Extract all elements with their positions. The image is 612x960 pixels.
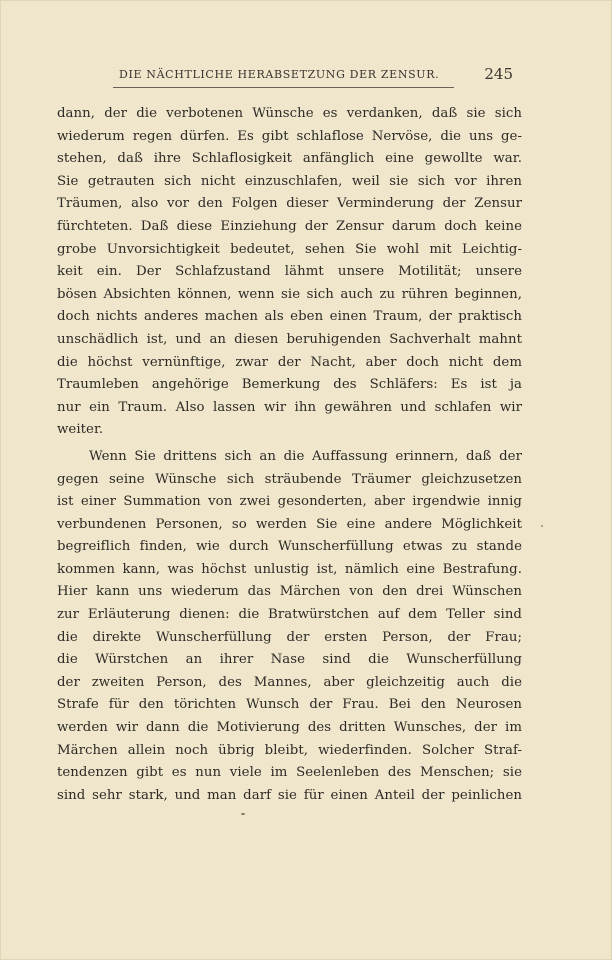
text-line: tendenzen gibt es nun viele im Seelenleben des Menschen; sie: [57, 765, 522, 781]
text-line: Hier kann uns wiederum das Märchen von den drei Wünschen: [57, 584, 522, 600]
text-line-paragraph-end: weiter.: [57, 422, 104, 438]
text-line: unschädlich ist, und an diesen beruhigenden Sachverhalt mahnt: [57, 331, 522, 347]
text-line: Märchen allein noch übrig bleibt, wiederfinden. Solcher Straf-: [57, 742, 522, 758]
text-line: dann, der die verbotenen Wünsche es verdanken, daß sie sich: [57, 106, 522, 121]
text-line: grobe Unvorsichtigkeit bedeutet, sehen Sie wohl mit Leichtig-: [57, 241, 522, 257]
page-number: 245: [484, 65, 513, 83]
running-head: DIE NÄCHTLICHE HERABSETZUNG DER ZENSUR.: [119, 68, 440, 81]
text-line: die Würstchen an ihrer Nase sind die Wunscherfüllung: [57, 652, 522, 668]
text-line: stehen, daß ihre Schlaflosigkeit anfänglich eine gewollte war.: [57, 151, 522, 167]
text-line: bösen Absichten können, wenn sie sich auch zu rühren beginnen,: [57, 286, 522, 302]
text-line: Strafe für den törichten Wunsch der Frau. Bei den Neurosen: [57, 697, 522, 713]
text-line: werden wir dann die Motivierung des dritten Wunsches, der im: [57, 720, 522, 736]
print-speck: [541, 525, 543, 527]
text-line: der zweiten Person, des Mannes, aber gleichzeitig auch die: [57, 674, 522, 690]
text-line: Träumen, also vor den Folgen dieser Verminderung der Zensur: [57, 196, 522, 212]
text-line: gegen seine Wünsche sich sträubende Träumer gleichzusetzen: [57, 471, 522, 487]
text-line: wiederum regen dürfen. Es gibt schlaflose Nervöse, die uns ge-: [57, 128, 522, 144]
text-line: ist einer Summation von zwei gesonderten, aber irgendwie innig: [57, 494, 522, 510]
text-line: nur ein Traum. Also lassen wir ihn gewähren und schlafen wir: [57, 399, 522, 415]
text-line: begreiflich finden, wie durch Wunscherfüllung etwas zu stande: [57, 539, 522, 555]
text-line: keit ein. Der Schlafzustand lähmt unsere Motilität; unsere: [57, 264, 522, 280]
body-text: [57, 103, 522, 807]
text-line: Sie getrauten sich nicht einzuschlafen, weil sie sich vor ihren: [57, 173, 522, 189]
text-line: die direkte Wunscherfüllung der ersten Person, der Frau;: [57, 629, 522, 645]
text-line: zur Erläuterung dienen: die Bratwürstchen auf dem Teller sind: [57, 607, 522, 623]
text-line-paragraph-start: Wenn Sie drittens sich an die Auffassung erinnern, daß der: [89, 448, 522, 464]
text-line: die höchst vernünftige, zwar der Nacht, aber doch nicht dem: [57, 354, 522, 370]
text-line: Traumleben angehörige Bemerkung des Schläfers: Es ist ja: [57, 377, 522, 393]
text-line: sind sehr stark, und man darf sie für einen Anteil der peinlichen: [57, 787, 522, 803]
text-line: doch nichts anderes machen als eben einen Traum, der praktisch: [57, 309, 522, 325]
print-speck: [241, 813, 245, 815]
text-line: fürchteten. Daß diese Einziehung der Zensur darum doch keine: [57, 218, 522, 234]
text-line: kommen kann, was höchst unlustig ist, nämlich eine Bestrafung.: [57, 561, 522, 577]
header-rule: [113, 87, 454, 88]
page-header: [113, 65, 513, 85]
text-line: verbundenen Personen, so werden Sie eine andere Möglichkeit: [57, 516, 522, 532]
